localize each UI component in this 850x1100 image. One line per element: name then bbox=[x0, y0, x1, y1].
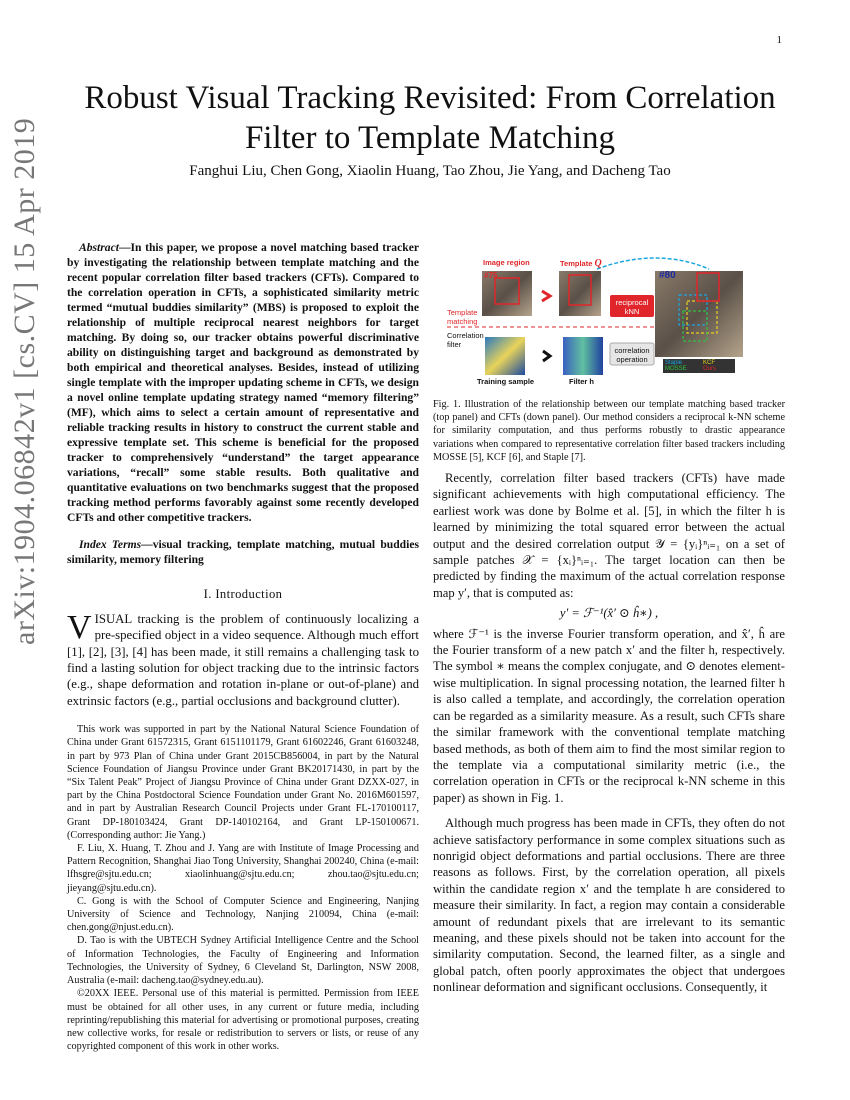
abstract-label: Abstract bbox=[79, 241, 119, 254]
equation-1: y′ = ℱ⁻¹(x̂′ ⊙ ĥ∗) , bbox=[559, 606, 659, 621]
author-list: Fanghui Liu, Chen Gong, Xiaolin Huang, Tao Zhou, Jie Yang, and Dacheng Tao bbox=[189, 163, 671, 179]
section-heading: I. Introduction bbox=[203, 587, 283, 601]
label-reciprocal-knn: reciprocal kNN bbox=[615, 298, 649, 316]
label-frame-75: #75 bbox=[484, 271, 498, 280]
legend-mosse: MOSSE bbox=[665, 366, 687, 372]
abstract-text: —In this paper, we propose a novel matching based tracker by investigating the relationship between template matching and the recent popular correlation filter based trackers (CFTs). Compared to the correlation operation in CFTs, a sophisticated similarity metric termed “mutual buddies similarity” (MBS) is proposed to exploit the relationship of multiple reciprocal nearest neighbors for target matching. By doing so, our tracker obtains powerful discriminative ability on distinguishing target and background as demonstrated by both empirical and theoretical analyses. Besides, instead of utilizing single template with the improper updating scheme in CFTs, we design a novel online template updating strategy named “memory filtering” (MF), which aims to select a certain amount of representative and reliable tracking results in history to construct the current stable and expressive template set. This scheme is beneficial for the proposed tracker to comprehensively “understand” the target appearance variations, “recall” some stable results. Both qualitative and quantitative evaluations on two benchmarks suggest that the proposed tracking method performs favorably against some recently developed CFTs and other competitive trackers. bbox=[67, 241, 419, 524]
label-filter-h: Filter h bbox=[569, 377, 595, 386]
index-terms-label: Index Terms bbox=[79, 538, 142, 551]
label-frame-80: #80 bbox=[659, 270, 676, 281]
label-template-text: Template bbox=[560, 259, 593, 268]
paragraph-cft-intro: Recently, correlation filter based trackers (CFTs) have made significant achievements with high computational efficiency. The earliest work was done by Bolme et al. [5], in which the filter h is learned by minimizing the total squared error between the actual output and the desired correlation output 𝒴 = {yᵢ}ⁿᵢ₌₁ on a set of sample patches 𝒳 = {xᵢ}ⁿᵢ₌₁. The target location can then be predicted by finding the maximum of the actual correlation response map y′, that is computed as: bbox=[433, 471, 785, 600]
matching-link bbox=[597, 258, 709, 269]
label-template-symbol: Q bbox=[594, 258, 602, 269]
page-number: 1 bbox=[776, 34, 782, 46]
figure-caption: Fig. 1. Illustration of the relationship between our template matching based tracker (top panel) and CFTs (down panel). Our method considers a reciprocal k-NN scheme for similarity computation, and thus performs robustly to drastic appearance variations when compared to representative correlation filter based trackers including MOSSE [5], KCF [6], and Staple [7]. bbox=[433, 399, 785, 463]
training-sample-photo bbox=[485, 337, 525, 375]
paragraph-notation: where ℱ⁻¹ is the inverse Fourier transform operation, and x̂′, ĥ are the Fourier transform of a new patch x′ and the filter h, respectively. The symbol ∗ means the complex conjugate, and ⊙ denotes element-wise multiplication. In signal processing notation, the learned filter h is also called a template, and accordingly, the correlation operation can be regarded as a similarity measure. As a result, such CFTs share the similar framework with the conventional template matching based methods, as both of them aim to find the most similar region to the template via a computational similarity metric (i.e., the correlation operation in CFTs or the reciprocal k-NN scheme in this paper) as shown in Fig. 1. bbox=[433, 626, 785, 805]
abstract bbox=[67, 240, 419, 525]
footnotes bbox=[67, 723, 419, 1053]
label-correlation-operation: correlation operation bbox=[614, 346, 650, 364]
label-template-matching: Template matching bbox=[447, 308, 478, 326]
label-training-sample: Training sample bbox=[477, 377, 535, 386]
tracking-frame-photo bbox=[655, 271, 743, 357]
legend-staple: Staple bbox=[665, 360, 683, 366]
footnote-affiliation-sjtu: F. Liu, X. Huang, T. Zhou and J. Yang are with Institute of Image Processing and Pattern Recognition, Shanghai Jiao Tong University, Shanghai 200240, China (e-mail: lfhsgre@sjtu.edu.cn; xiaolinhuang@sjtu.edu.cn; zhou.tao@sjtu.edu.cn; jieyang@sjtu.edu.cn). bbox=[67, 843, 419, 894]
footnote-affiliation-sydney: D. Tao is with the UBTECH Sydney Artificial Intelligence Centre and the School of Information Technologies, the Faculty of Engineering and Information Technologies, the University of Sydney, 6 Cleveland St, Darlington, NSW 2008, Australia (e-mail: dacheng.tao@sydney.edu.au). bbox=[67, 935, 419, 987]
filter-h-heatmap bbox=[563, 337, 603, 375]
paper-title: Robust Visual Tracking Revisited: From Correlation Filter to Template Matching bbox=[84, 80, 776, 156]
footnote-copyright: ©20XX IEEE. Personal use of this material is permitted. Permission from IEEE must be obtained for all other uses, in any current or future media, including reprinting/republishing this material for advertising or promotional purposes, creating new collective works, for resale or redistribution to servers or lists, or reuse of any copyrighted component of this work in other works. bbox=[67, 988, 419, 1053]
legend-kcf: KCF bbox=[703, 360, 715, 366]
index-terms-text: —visual tracking, template matching, mutual buddies similarity, memory filtering bbox=[67, 538, 419, 566]
intro-text: ISUAL tracking is the problem of continuously localizing a pre-specified object in a video sequence. Although much effort [1], [2], [3], [4] has been made, it still remains a challenging task to find a lasting solution for object tracking due to the intrinsic factors (e.g., shape deformation and rotation in-plane or out-of-plane) and extrinsic factors (e.g., partial occlusions and background clutter). bbox=[67, 611, 419, 708]
arrow-top-icon bbox=[542, 291, 550, 301]
drop-cap: V bbox=[67, 608, 92, 646]
intro-paragraph bbox=[67, 608, 419, 709]
footnote-funding: This work was supported in part by the National Natural Science Foundation of China under Grant 61572315, Grant 6151101179, Grant 61602246, Grant 61603248, in part by 973 Plan of China under Grant 2015CB856004, in part by the Natural Science Foundation of Jiangsu Province under Grant BK20171430, in part by the “Six Talent Peak” Project of Jiangsu Province of China under Grant DZXX-027, in part by the China Postdoctoral Science Foundation under Grant No. 2016M601597, and in part by Australian Research Council Projects under Grant FL-170100117, Grant DP-180103424, Grant DP-140102164, and Grant LP-150100671. (Corresponding author: Jie Yang.) bbox=[67, 724, 419, 841]
left-column bbox=[67, 240, 419, 1053]
figure-illustration bbox=[447, 253, 785, 393]
index-terms bbox=[67, 537, 419, 567]
right-column bbox=[433, 470, 785, 996]
arxiv-stamp: arXiv:1904.06842v1 [cs.CV] 15 Apr 2019 bbox=[8, 117, 41, 645]
arrow-bottom-icon bbox=[543, 351, 550, 361]
label-template bbox=[560, 258, 602, 269]
legend-ours: Ours bbox=[703, 366, 717, 372]
label-image-region: Image region bbox=[483, 258, 530, 267]
label-correlation-filter: Correlation filter bbox=[447, 331, 484, 349]
figure-1 bbox=[447, 253, 785, 393]
template-photo bbox=[559, 271, 601, 316]
footnote-affiliation-njust: C. Gong is with the School of Computer Science and Engineering, Nanjing University of Science and Technology, Nanjing 210094, China (e-mail: chen.gong@njust.edu.cn). bbox=[67, 895, 419, 934]
paragraph-limitations: Although much progress has been made in CFTs, they often do not achieve satisfactory performance in some complex situations such as nonrigid object deformations and partial occlusions. There are three reasons as follows. First, by the correlation operation, all pixels within the candidate region x′ and the template h are considered to measure their similarity. In fact, a region may contain a considerable amount of redundant pixels that are irrelevant to its semantic meaning, and these pixels should not be taken into account for the similarity computation. Second, the learned filter, as a single and global patch, often poorly approximates the object that undergoes nonlinear deformation and significant occlusions. Consequently, it bbox=[433, 816, 785, 995]
